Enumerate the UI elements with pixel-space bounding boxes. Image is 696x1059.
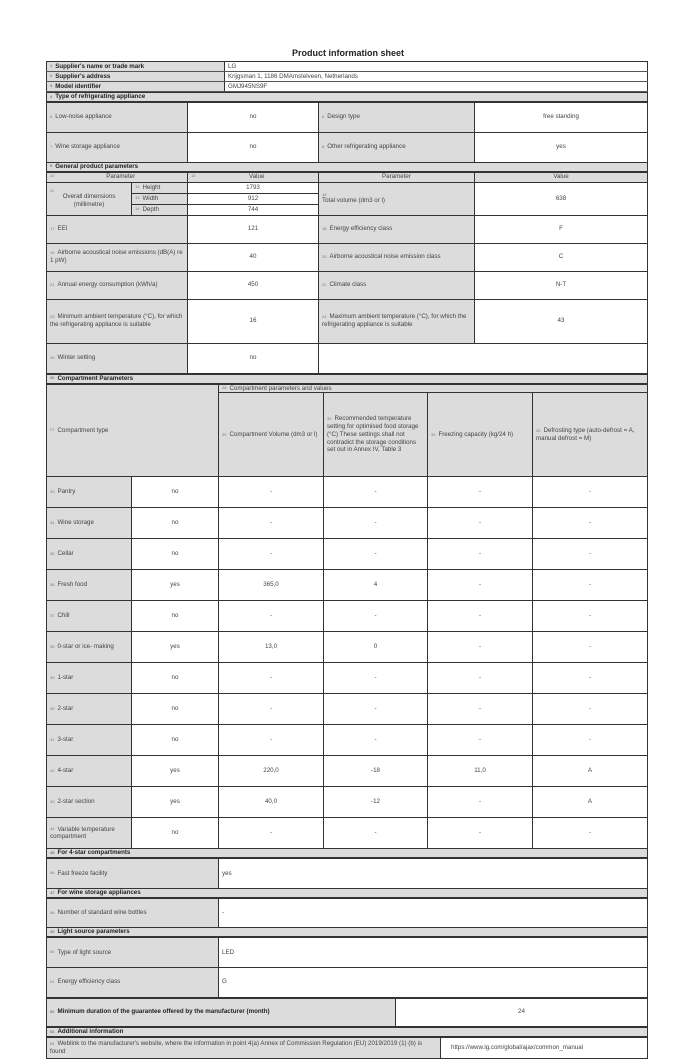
compartment-freezing-capacity: - xyxy=(428,601,533,632)
compartment-freezing-capacity: - xyxy=(428,539,533,570)
compartment-freezing-capacity: - xyxy=(428,477,533,508)
compartment-volume: 40,0 xyxy=(219,787,324,818)
compartment-volume: - xyxy=(219,818,324,849)
wine-storage-appliance-label: 7 Wine storage appliance xyxy=(47,132,188,162)
guarantee-table xyxy=(46,998,648,1027)
compartment-volume: 13,0 xyxy=(219,632,324,663)
min-ambient-temp-label: 23 Minimum ambient temperature (°C), for which the refrigerating appliance is suitable xyxy=(47,299,188,343)
compartment-temperature: - xyxy=(324,663,428,694)
width-value: 912 xyxy=(188,193,319,204)
compartment-row xyxy=(47,508,648,539)
compartment-volume: - xyxy=(219,601,324,632)
compartment-defrosting-type: - xyxy=(533,570,648,601)
compartment-name: 43 2-star section xyxy=(47,787,132,818)
compartment-name: 38 0-star or ice- making xyxy=(47,632,132,663)
compartment-volume: 365,0 xyxy=(219,570,324,601)
compartment-present: no xyxy=(132,477,219,508)
temperature-header: 30 Recommended temperature setting for optimised food storage (°C) These settings shall not contradict the storage conditions set out in Annex IV, Table 3 xyxy=(324,393,428,477)
overall-dimensions-label: 11 Overall dimensions (millimetre) xyxy=(47,182,132,215)
compartment-freezing-capacity: - xyxy=(428,787,533,818)
wine-bottles-label: 48 Number of standard wine bottles xyxy=(47,898,219,928)
compartment-name: 35 Cellar xyxy=(47,539,132,570)
compartment-freezing-capacity: - xyxy=(428,508,533,539)
compartment-name: 41 3-star xyxy=(47,725,132,756)
compartment-temperature: - xyxy=(324,539,428,570)
noise-emissions-label: 19 Airborne acoustical noise emissions (dB(A) re 1 pW) xyxy=(47,243,188,271)
winter-setting-value: no xyxy=(188,343,319,373)
section-wine-storage: 47 For wine storage appliances xyxy=(47,888,648,898)
compartment-name: 37 Chill xyxy=(47,601,132,632)
product-information-sheet xyxy=(46,61,648,1059)
eei-label: 17 EEI xyxy=(47,215,188,243)
compartment-volume: 220,0 xyxy=(219,756,324,787)
compartment-volume: - xyxy=(219,694,324,725)
height-value: 1793 xyxy=(188,182,319,193)
noise-class-label: 20 Airborne acoustical noise emission class xyxy=(319,243,475,271)
compartment-present: no xyxy=(132,725,219,756)
total-volume-label: 16 Total volume (dm3 or l) xyxy=(319,182,475,215)
section-compartment-parameters: 26 Compartment Parameters xyxy=(47,374,648,384)
compartment-row xyxy=(47,725,648,756)
height-label: 12 Height xyxy=(132,182,188,193)
parameter-header-2: Parameter xyxy=(319,172,475,183)
annual-energy-value: 450 xyxy=(188,271,319,299)
compartment-temperature: - xyxy=(324,725,428,756)
noise-emissions-value: 40 xyxy=(188,243,319,271)
compartment-row xyxy=(47,787,648,818)
guarantee-label: 52 Minimum duration of the guarantee offered by the manufacturer (month) xyxy=(47,998,396,1026)
compartment-temperature: - xyxy=(324,601,428,632)
low-noise-label: 5 Low-noise appliance xyxy=(47,102,188,132)
parameter-header: 10 Parameter xyxy=(47,172,188,183)
compartment-name: 36 Fresh food xyxy=(47,570,132,601)
supplier-address-label: 2 Supplier's address xyxy=(47,72,225,82)
compartment-present: yes xyxy=(132,632,219,663)
compartment-name: 34 Wine storage xyxy=(47,508,132,539)
guarantee-value: 24 xyxy=(396,998,648,1026)
compartment-temperature: - xyxy=(324,818,428,849)
compartment-defrosting-type: - xyxy=(533,663,648,694)
climate-class-label: 22 Climate class xyxy=(319,271,475,299)
compartment-row xyxy=(47,539,648,570)
compartment-present: no xyxy=(132,663,219,694)
compartment-volume: - xyxy=(219,477,324,508)
design-type-label: 6 Design type xyxy=(319,102,475,132)
section-general-parameters: 9 General product parameters xyxy=(47,162,648,172)
value-header-2: Value xyxy=(475,172,648,183)
compartment-freezing-capacity: - xyxy=(428,818,533,849)
additional-info-table xyxy=(46,1027,648,1059)
compartment-freezing-capacity: - xyxy=(428,632,533,663)
value-header: 15 Value xyxy=(188,172,319,183)
section-light-source: 49 Light source parameters xyxy=(47,928,648,938)
compartment-table xyxy=(46,374,648,998)
compartment-temperature: 0 xyxy=(324,632,428,663)
other-appliance-value: yes xyxy=(475,132,648,162)
compartment-name: 44 Variable temperature compartment xyxy=(47,818,132,849)
volume-header: 29 Compartment Volume (dm3 or l) xyxy=(219,393,324,477)
section-type-of-appliance: 4 Type of refrigerating appliance xyxy=(47,93,648,103)
section-four-star: 45 For 4-star compartments xyxy=(47,849,648,859)
depth-label: 14 Depth xyxy=(132,204,188,215)
max-ambient-temp-value: 43 xyxy=(475,299,648,343)
weblink-value[interactable]: https://www.lg.com/global/ajax/common_manual xyxy=(441,1037,648,1059)
compartment-row xyxy=(47,632,648,663)
model-identifier-value: GMJ945NS9F xyxy=(225,82,648,92)
compartment-present: no xyxy=(132,539,219,570)
compartment-temperature: -12 xyxy=(324,787,428,818)
compartment-row xyxy=(47,818,648,849)
light-type-label: 50 Type of light source xyxy=(47,937,219,967)
compartment-present: no xyxy=(132,508,219,539)
compartment-defrosting-type: - xyxy=(533,632,648,663)
compartment-name: 33 Pantry xyxy=(47,477,132,508)
other-appliance-label: 8 Other refrigerating appliance xyxy=(319,132,475,162)
compartment-type-header: 27 Compartment type xyxy=(47,384,219,477)
empty-cell xyxy=(319,343,648,373)
compartment-freezing-capacity: - xyxy=(428,725,533,756)
compartment-freezing-capacity: - xyxy=(428,570,533,601)
compartment-present: yes xyxy=(132,787,219,818)
compartment-volume: - xyxy=(219,508,324,539)
compartment-temperature: - xyxy=(324,508,428,539)
supplier-table xyxy=(46,61,648,92)
compartment-temperature: 4 xyxy=(324,570,428,601)
compartment-name: 39 1-star xyxy=(47,663,132,694)
compartment-params-header: 28 Compartment parameters and values xyxy=(219,384,648,393)
compartment-freezing-capacity: 11,0 xyxy=(428,756,533,787)
compartment-defrosting-type: - xyxy=(533,818,648,849)
compartment-volume: - xyxy=(219,725,324,756)
energy-class-value: F xyxy=(475,215,648,243)
light-class-value: G xyxy=(219,967,648,997)
compartment-row xyxy=(47,477,648,508)
low-noise-value: no xyxy=(188,102,319,132)
model-identifier-label: 3 Model identifier xyxy=(47,82,225,92)
compartment-name: 42 4-star xyxy=(47,756,132,787)
fast-freeze-label: 46 Fast freeze facility xyxy=(47,858,219,888)
compartment-row xyxy=(47,570,648,601)
compartment-freezing-capacity: - xyxy=(428,694,533,725)
compartment-present: no xyxy=(132,818,219,849)
compartment-defrosting-type: A xyxy=(533,787,648,818)
min-ambient-temp-value: 16 xyxy=(188,299,319,343)
compartment-freezing-capacity: - xyxy=(428,663,533,694)
compartment-present: yes xyxy=(132,756,219,787)
weblink-label: 54 Weblink to the manufacturer's website, where the information in point 4(a) Annex of Commission Regulation (EU) 2019/2019 (1) (b) is found xyxy=(47,1037,441,1059)
wine-bottles-value: - xyxy=(219,898,648,928)
fast-freeze-value: yes xyxy=(219,858,648,888)
compartment-defrosting-type: A xyxy=(533,756,648,787)
design-type-value: free standing xyxy=(475,102,648,132)
page-title: Product information sheet xyxy=(291,48,404,58)
freezing-capacity-header: 31 Freezing capacity (kg/24 h) xyxy=(428,393,533,477)
compartment-volume: - xyxy=(219,663,324,694)
compartment-defrosting-type: - xyxy=(533,694,648,725)
width-label: 13 Width xyxy=(132,193,188,204)
compartment-defrosting-type: - xyxy=(533,508,648,539)
compartment-temperature: - xyxy=(324,477,428,508)
annual-energy-label: 21 Annual energy consumption (kWh/a) xyxy=(47,271,188,299)
compartment-name: 40 2-star xyxy=(47,694,132,725)
supplier-name-value: LG xyxy=(225,62,648,72)
eei-value: 121 xyxy=(188,215,319,243)
compartment-row xyxy=(47,694,648,725)
total-volume-value: 638 xyxy=(475,182,648,215)
compartment-present: yes xyxy=(132,570,219,601)
light-type-value: LED xyxy=(219,937,648,967)
noise-class-value: C xyxy=(475,243,648,271)
section-additional-info: 53 Additional information xyxy=(47,1027,648,1037)
compartment-volume: - xyxy=(219,539,324,570)
appliance-type-table xyxy=(46,92,648,374)
winter-setting-label: 25 Winter setting xyxy=(47,343,188,373)
supplier-name-label: 1 Supplier's name or trade mark xyxy=(47,62,225,72)
max-ambient-temp-label: 24 Maximum ambient temperature (°C), for which the refrigerating appliance is suitable xyxy=(319,299,475,343)
compartment-present: no xyxy=(132,694,219,725)
compartment-defrosting-type: - xyxy=(533,725,648,756)
compartment-defrosting-type: - xyxy=(533,477,648,508)
light-class-label: 51 Energy efficiency class xyxy=(47,967,219,997)
compartment-defrosting-type: - xyxy=(533,539,648,570)
compartment-defrosting-type: - xyxy=(533,601,648,632)
energy-class-label: 18 Energy efficiency class xyxy=(319,215,475,243)
depth-value: 744 xyxy=(188,204,319,215)
compartment-temperature: -18 xyxy=(324,756,428,787)
compartment-row xyxy=(47,663,648,694)
defrosting-type-header: 32 Defrosting type (auto-defrost = A, manual defrost = M) xyxy=(533,393,648,477)
compartment-row xyxy=(47,601,648,632)
supplier-address-value: Krijgsman 1, 1186 DMAmstelveen, Netherlands xyxy=(225,72,648,82)
compartment-temperature: - xyxy=(324,694,428,725)
compartment-row xyxy=(47,756,648,787)
climate-class-value: N-T xyxy=(475,271,648,299)
compartment-present: no xyxy=(132,601,219,632)
wine-storage-appliance-value: no xyxy=(188,132,319,162)
